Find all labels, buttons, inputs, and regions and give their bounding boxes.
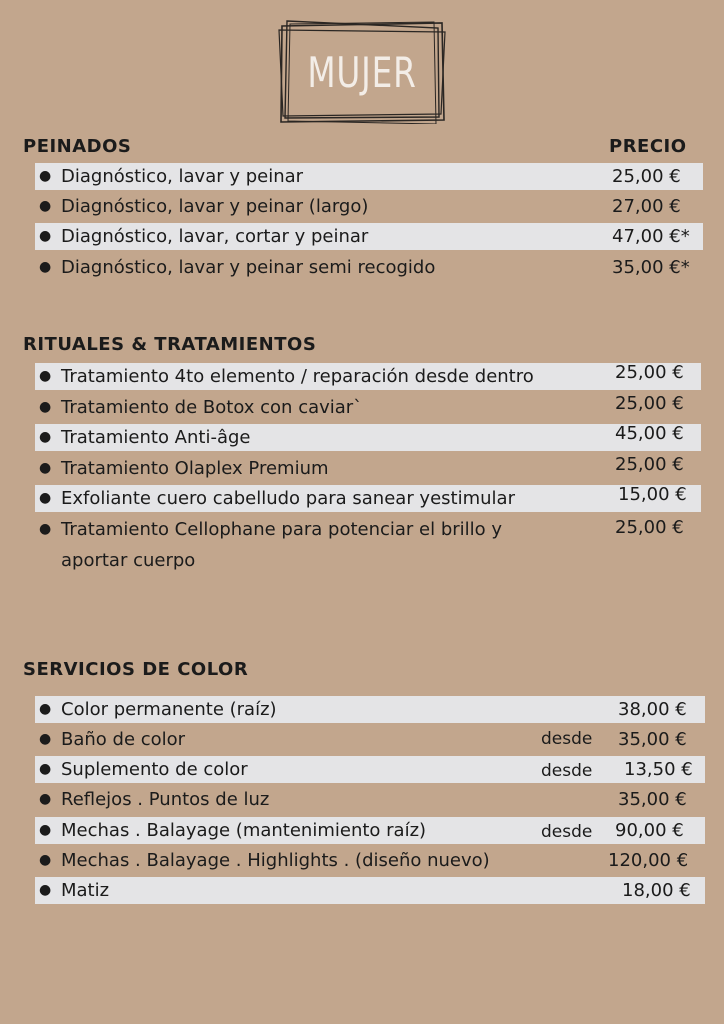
bullet-icon: ●: [39, 460, 52, 476]
desde-label: desde: [541, 822, 593, 842]
item-price: 25,00 €: [615, 454, 684, 475]
item-label: Diagnóstico, lavar, cortar y peinar: [61, 226, 369, 247]
bullet-icon: ●: [39, 761, 52, 777]
bullet-icon: ●: [39, 731, 52, 747]
bullet-icon: ●: [39, 490, 52, 506]
item-label: Tratamiento de Botox con caviar`: [61, 397, 363, 418]
list-item: [35, 254, 703, 281]
bullet-icon: ●: [39, 368, 52, 384]
section-heading-peinados: PEINADOS: [23, 136, 132, 157]
item-price: 38,00 €: [618, 699, 687, 720]
desde-label: desde: [541, 729, 593, 749]
item-label: Tratamiento Olaplex Premium: [61, 458, 329, 479]
bullet-icon: ●: [39, 429, 52, 445]
item-label: Mechas . Balayage . Highlights . (diseño nuevo): [61, 850, 490, 871]
list-item: [35, 163, 703, 190]
list-item: [35, 424, 701, 451]
item-label: Diagnóstico, lavar y peinar: [61, 166, 304, 187]
item-price: 35,00 €*: [612, 257, 690, 278]
bullet-icon: ●: [39, 228, 52, 244]
item-label: Reflejos . Puntos de luz: [61, 789, 270, 810]
list-item: [35, 193, 703, 220]
bullet-icon: ●: [39, 822, 52, 838]
list-item: [35, 786, 705, 813]
bullet-icon: ●: [39, 168, 52, 184]
title-frame: [278, 20, 446, 124]
list-item: [35, 514, 701, 576]
bullet-icon: ●: [39, 791, 52, 807]
item-price: 25,00 €: [615, 393, 684, 414]
item-label: Diagnóstico, lavar y peinar semi recogido: [61, 257, 436, 278]
bullet-icon: ●: [39, 521, 52, 537]
list-item: [35, 394, 701, 421]
item-price: 35,00 €: [618, 729, 687, 750]
list-item: [35, 847, 705, 874]
item-price: 25,00 €: [612, 166, 681, 187]
list-item: [35, 726, 705, 753]
item-price: 15,00 €: [618, 484, 687, 505]
section-heading-rituales: RITUALES & TRATAMIENTOS: [23, 334, 317, 355]
bullet-icon: ●: [39, 701, 52, 717]
item-label: Tratamiento Cellophane para potenciar el brillo y aportar cuerpo: [61, 519, 503, 571]
item-price: 25,00 €: [615, 517, 684, 538]
bullet-icon: ●: [39, 399, 52, 415]
list-item: [35, 363, 701, 390]
bullet-icon: ●: [39, 198, 52, 214]
bullet-icon: ●: [39, 852, 52, 868]
list-item: [35, 696, 705, 723]
list-item: [35, 455, 701, 482]
list-item: [35, 817, 705, 844]
desde-label: desde: [541, 761, 593, 781]
item-label: Matiz: [61, 880, 110, 901]
item-price: 18,00 €: [622, 880, 691, 901]
bullet-icon: ●: [39, 259, 52, 275]
item-price: 13,50 €: [624, 759, 693, 780]
item-label: Color permanente (raíz): [61, 699, 277, 720]
item-price: 47,00 €*: [612, 226, 690, 247]
item-price: 25,00 €: [615, 362, 684, 383]
item-label: Tratamiento 4to elemento / reparación desde dentro: [61, 366, 534, 387]
item-price: 27,00 €: [612, 196, 681, 217]
page-title: MUJER: [307, 47, 417, 97]
item-label: Diagnóstico, lavar y peinar (largo): [61, 196, 369, 217]
list-item: [35, 485, 701, 512]
item-label: Tratamiento Anti-âge: [61, 427, 251, 448]
list-item: [35, 756, 705, 783]
item-label: Exfoliante cuero cabelludo para sanear yestimular: [61, 488, 515, 509]
item-label: Mechas . Balayage (mantenimiento raíz): [61, 820, 427, 841]
item-price: 90,00 €: [615, 820, 684, 841]
item-label: Baño de color: [61, 729, 186, 750]
item-price: 35,00 €: [618, 789, 687, 810]
item-label: Suplemento de color: [61, 759, 248, 780]
list-item: [35, 223, 703, 250]
bullet-icon: ●: [39, 882, 52, 898]
list-item: [35, 877, 705, 904]
item-price: 45,00 €: [615, 423, 684, 444]
price-column-heading: PRECIO: [609, 136, 687, 157]
section-heading-color: SERVICIOS DE COLOR: [23, 659, 249, 680]
item-price: 120,00 €: [608, 850, 689, 871]
